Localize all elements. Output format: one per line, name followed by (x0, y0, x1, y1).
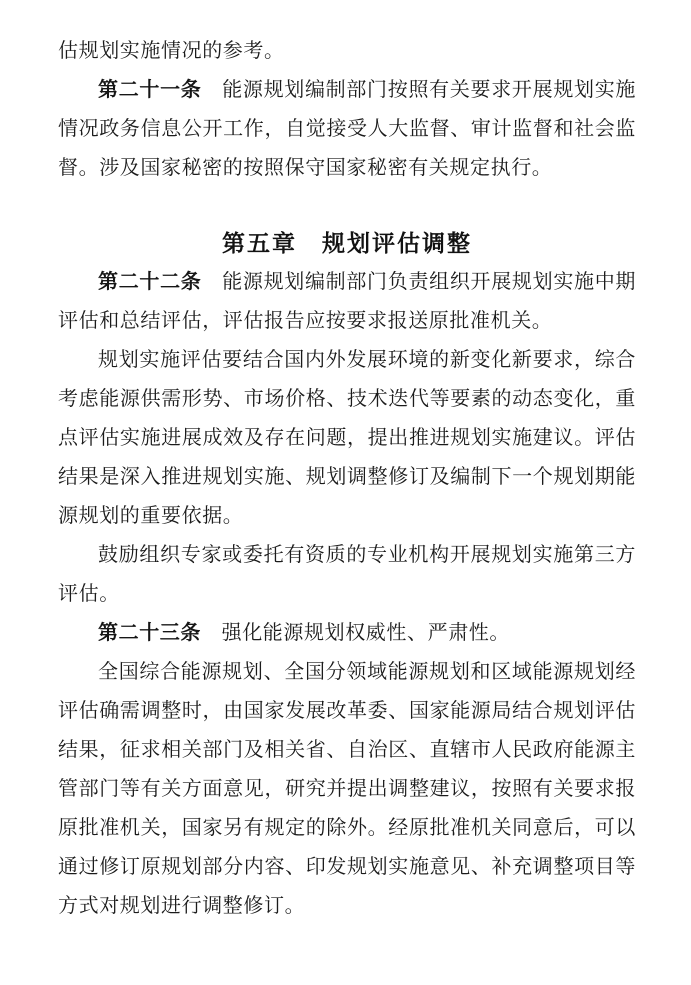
paragraph-text: 估规划实施情况的参考。 (58, 40, 285, 62)
chapter-heading: 第五章 规划评估调整 (222, 230, 472, 256)
paragraph-text: 能源规划编制部门负责组织开展规划实施中期评估和总结评估，评估报告应按要求报送原批准机关。 (58, 271, 637, 332)
document-body (58, 32, 636, 926)
body-paragraph (58, 32, 636, 71)
article-paragraph (58, 71, 636, 188)
article-number: 第二十二条 (98, 271, 202, 293)
article-number: 第二十一条 (98, 79, 202, 101)
article-paragraph (58, 263, 636, 341)
paragraph-text: 规划实施评估要结合国内外发展环境的新变化新要求，综合考虑能源供需形势、市场价格、技术迭代等要素的动态变化，重点评估实施进展成效及存在问题，提出推进规划实施建议。评估结果是深入推进规划实施、规划调整修订及编制下一个规划期能源规划的重要依据。 (58, 349, 636, 527)
article-paragraph (58, 614, 636, 653)
article-number: 第二十三条 (98, 622, 201, 644)
body-paragraph (58, 536, 636, 614)
body-paragraph (58, 341, 636, 536)
paragraph-text: 强化能源规划权威性、严肃性。 (221, 622, 511, 644)
paragraph-text: 能源规划编制部门按照有关要求开展规划实施情况政务信息公开工作，自觉接受人大监督、审计监督和社会监督。涉及国家秘密的按照保守国家秘密有关规定执行。 (58, 79, 637, 179)
body-paragraph (58, 653, 636, 926)
paragraph-text: 全国综合能源规划、全国分领域能源规划和区域能源规划经评估确需调整时，由国家发展改革委、国家能源局结合规划评估结果，征求相关部门及相关省、自治区、直辖市人民政府能源主管部门等有关方面意见，研究并提出调整建议，按照有关要求报原批准机关，国家另有规定的除外。经原批准机关同意后，可以通过修订原规划部分内容、印发规划实施意见、补充调整项目等方式对规划进行调整修订。 (58, 661, 636, 917)
paragraph-text: 鼓励组织专家或委托有资质的专业机构开展规划实施第三方评估。 (58, 544, 636, 605)
